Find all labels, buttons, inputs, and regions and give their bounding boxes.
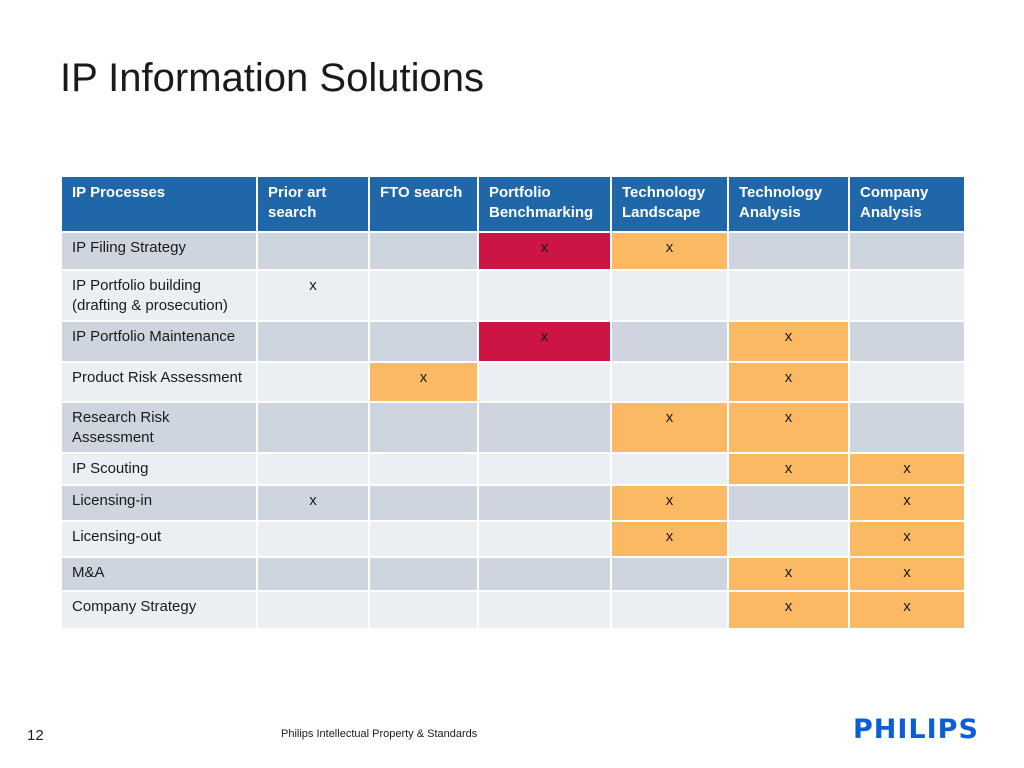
column-header: Technology Analysis: [728, 176, 849, 232]
table-cell: [478, 557, 611, 591]
table-cell: x: [849, 485, 965, 521]
table-cell: x: [849, 591, 965, 629]
solutions-table: [60, 175, 966, 630]
row-label: Research Risk Assessment: [61, 402, 257, 453]
table-cell: [478, 453, 611, 485]
table-row: [61, 557, 965, 591]
table-cell: [611, 453, 728, 485]
table-cell: [369, 591, 478, 629]
table-cell: [257, 521, 369, 557]
table-cell: [369, 321, 478, 362]
table-row: [61, 362, 965, 402]
table-cell: [849, 270, 965, 321]
table-cell: [257, 402, 369, 453]
table-cell: x: [369, 362, 478, 402]
column-header: Technology Landscape: [611, 176, 728, 232]
table-cell: x: [728, 402, 849, 453]
table-row: [61, 591, 965, 629]
table-cell: [478, 591, 611, 629]
page-number: 12: [27, 727, 44, 744]
row-label: Licensing-out: [61, 521, 257, 557]
table-cell: [257, 557, 369, 591]
table-row: [61, 485, 965, 521]
table-cell: [478, 270, 611, 321]
table-cell: x: [478, 321, 611, 362]
table-cell: [611, 270, 728, 321]
footer-text: Philips Intellectual Property & Standards: [281, 728, 478, 740]
row-label: IP Portfolio building (drafting & prosecution): [61, 270, 257, 321]
table-cell: x: [728, 321, 849, 362]
table-cell: [257, 591, 369, 629]
table-cell: [257, 232, 369, 270]
table-cell: [478, 521, 611, 557]
table-cell: [849, 362, 965, 402]
column-header: Prior art search: [257, 176, 369, 232]
row-label: M&A: [61, 557, 257, 591]
table-cell: x: [257, 270, 369, 321]
table-cell: [611, 362, 728, 402]
table-cell: [611, 557, 728, 591]
table-cell: [478, 362, 611, 402]
table-cell: x: [611, 521, 728, 557]
table-cell: [728, 270, 849, 321]
table-cell: x: [611, 485, 728, 521]
row-label: Company Strategy: [61, 591, 257, 629]
table-cell: [611, 321, 728, 362]
table-cell: [849, 402, 965, 453]
table-row: [61, 453, 965, 485]
row-label: IP Filing Strategy: [61, 232, 257, 270]
table-cell: [257, 453, 369, 485]
table-cell: x: [611, 232, 728, 270]
table-cell: [478, 402, 611, 453]
table-cell: [728, 521, 849, 557]
column-header: FTO search: [369, 176, 478, 232]
table-cell: [849, 321, 965, 362]
table-row: [61, 232, 965, 270]
table-cell: [369, 485, 478, 521]
table-cell: [257, 362, 369, 402]
table-cell: [728, 485, 849, 521]
table-cell: x: [257, 485, 369, 521]
row-label: IP Scouting: [61, 453, 257, 485]
table-cell: [369, 270, 478, 321]
table-cell: [369, 521, 478, 557]
table-cell: x: [478, 232, 611, 270]
row-label: Licensing-in: [61, 485, 257, 521]
table-cell: [611, 591, 728, 629]
column-header: Portfolio Benchmarking: [478, 176, 611, 232]
table-cell: x: [849, 557, 965, 591]
page-title: IP Information Solutions: [60, 56, 484, 100]
row-label: Product Risk Assessment: [61, 362, 257, 402]
table-cell: [728, 232, 849, 270]
header-row: [61, 176, 965, 232]
table-row: [61, 321, 965, 362]
table-cell: [369, 557, 478, 591]
table-cell: [257, 321, 369, 362]
table-cell: x: [849, 521, 965, 557]
table-cell: [849, 232, 965, 270]
table-cell: [478, 485, 611, 521]
table-cell: x: [728, 557, 849, 591]
table-cell: x: [728, 362, 849, 402]
column-header: IP Processes: [61, 176, 257, 232]
table-row: [61, 402, 965, 453]
table-row: [61, 521, 965, 557]
table-row: [61, 270, 965, 321]
row-label: IP Portfolio Maintenance: [61, 321, 257, 362]
philips-logo: PHILIPS: [853, 714, 979, 745]
table-cell: x: [611, 402, 728, 453]
table-cell: x: [728, 591, 849, 629]
table-cell: [369, 453, 478, 485]
column-header: Company Analysis: [849, 176, 965, 232]
table-cell: [369, 232, 478, 270]
table-cell: [369, 402, 478, 453]
table-cell: x: [728, 453, 849, 485]
table-cell: x: [849, 453, 965, 485]
